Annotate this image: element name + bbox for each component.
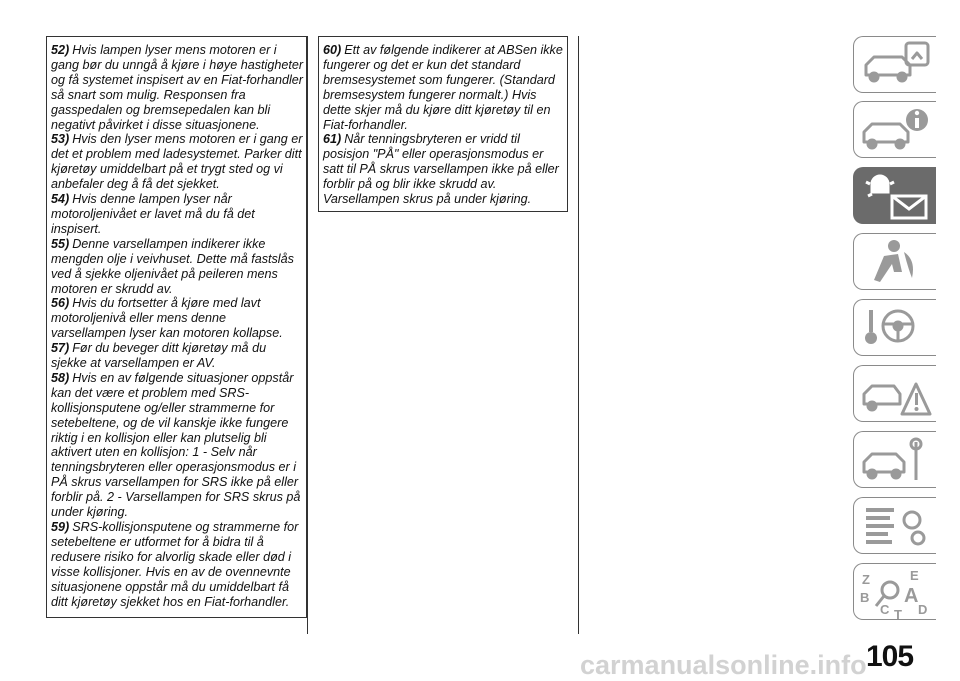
note-53: 53) Hvis den lyser mens motoren er i gang er det et problem med ladesystemet. Parker ditt kjøretøy umiddelbart på et trygt sted og vi anbefaler deg å få det sjekket.: [51, 132, 303, 192]
note-59: 59) SRS-kollisjonsputene og strammerne for setebeltene er utformet for å bidra til å redusere risiko for alvorlig skade eller død i visse kollisjoner. Hvis en av de ovennevnte situasjonene oppstår må du umiddelbart få ditt kjøretøy sjekket hos en Fiat-forhandler.: [51, 520, 299, 609]
column-divider: [578, 36, 579, 634]
index-letter: T: [894, 607, 902, 621]
note-56: 56) Hvis du fortsetter å kjøre med lavt motoroljenivå eller mens denne varsellampen lyser kan motoren kollapse.: [51, 296, 283, 341]
tab-emergency[interactable]: [853, 365, 936, 422]
tab-warning-lights[interactable]: [853, 167, 936, 224]
car-emergency-icon: [854, 366, 937, 423]
specifications-gears-icon: [854, 498, 937, 555]
car-info-icon: [854, 102, 937, 159]
tab-car-info[interactable]: [853, 101, 936, 158]
index-letter: Z: [862, 572, 870, 587]
note-55: 55) Denne varsellampen indikerer ikke mengden olje i veivhuset. Dette må fastslås ved å sjekke oljenivået på peileren mens motoren er skrudd av.: [51, 236, 294, 296]
column-divider: [307, 36, 308, 634]
warning-light-message-icon: [854, 168, 937, 225]
tab-dashboard[interactable]: [853, 36, 936, 93]
note-54: 54) Hvis denne lampen lyser når motoroljenivået er lavet må du få det inspisert.: [51, 192, 255, 236]
warning-notes-left: [46, 36, 307, 618]
key-steering-wheel-icon: [854, 300, 937, 357]
index-letter: E: [910, 568, 919, 583]
warning-notes-right: [318, 36, 568, 212]
tab-safety[interactable]: [853, 233, 936, 290]
seatbelt-airbag-icon: [854, 234, 937, 291]
note-61: 61) Når tenningsbryteren er vridd til posisjon "PÅ" eller operasjonsmodus er satt til PÅ skrus varsellampen ikke på eller forblir på og blir ikke skrudd av. Varsellampen skrus på under kjøring.: [323, 132, 559, 207]
index-letter: B: [860, 590, 870, 605]
page-number: 105: [866, 640, 914, 673]
car-maintenance-icon: [854, 432, 937, 489]
note-58: 58) Hvis en av følgende situasjoner oppstår kan det være et problem med SRS-kollisjonsputene og/eller strammerne for setebeltene, og de vil kanskje ikke fungere riktig i en kollisjon eller kan plutselig bli aktivert uten en kollisjon: 1 - Selv når tenningsbryteren eller operasjonsmodus er i PÅ skrus varsellampen for SRS ikke på eller forblir på. 2 - Varsellampen for SRS skrus på under kjøring.: [51, 370, 301, 520]
index-letter: A: [904, 585, 919, 607]
note-57: 57) Før du beveger ditt kjøretøy må du sjekke at varsellampen er AV.: [51, 341, 267, 371]
tab-starting-driving[interactable]: [853, 299, 936, 356]
alphabetical-index-icon: [854, 564, 937, 621]
index-letter: D: [918, 602, 928, 617]
tab-specifications[interactable]: [853, 497, 936, 554]
note-52: 52) Hvis lampen lyser mens motoren er i gang bør du unngå å kjøre i høye hastigheter og få systemet inspisert av en Fiat-forhandler så snart som mulig. Responsen fra gasspedalen og bremsepedalen kan bli negativt påvirket i disse situasjonene.: [51, 43, 304, 132]
index-letter: C: [880, 602, 890, 617]
watermark: carmanualsonline.info: [580, 650, 867, 680]
tab-maintenance[interactable]: [853, 431, 936, 488]
tab-index[interactable]: [853, 563, 936, 620]
note-60: 60) Ett av følgende indikerer at ABSen ikke fungerer og det er kun det standard bremsesystemet som fungerer. (Standard bremsesystem fungerer normalt.) Hvis dette skjer må du kjøre ditt kjøretøy til en Fiat-forhandler.: [323, 43, 563, 132]
car-dashboard-icon: [854, 37, 937, 94]
